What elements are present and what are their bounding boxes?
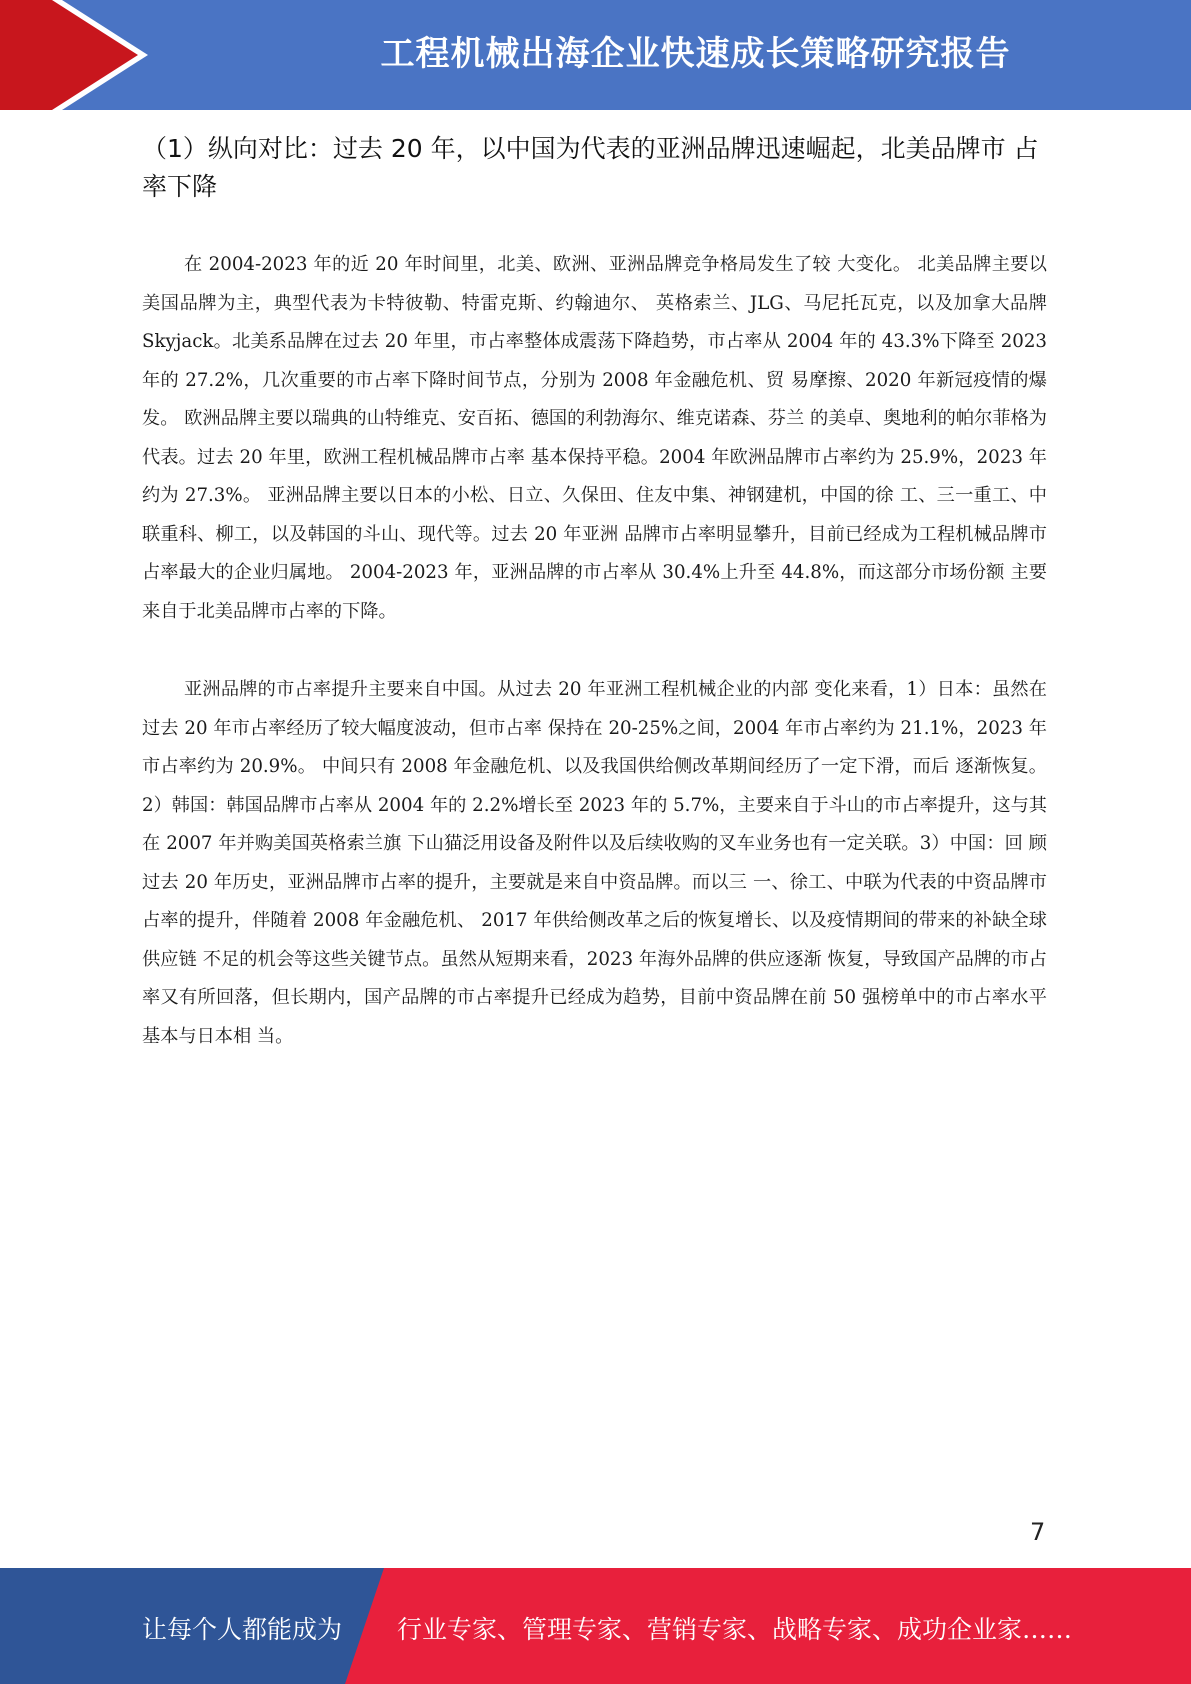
main-content [142, 130, 1047, 1096]
page-footer [0, 1568, 1191, 1684]
body-paragraph-1: 在 2004-2023 年的近 20 年时间里，北美、欧洲、亚洲品牌竞争格局发生了较 大变化。 北美品牌主要以美国品牌为主，典型代表为卡特彼勒、特雷克斯、约翰迪尔、 英格索兰、JLG、马尼托瓦克，以及加拿大品牌 Skyjack。北美系品牌在过去 20 年里，市占率整体成震荡下降趋势，市占率从 2004 年的 43.3%下降至 2023 年的 27.2%，几次重要的市占率下降时间节点，分别为 2008 年金融危机、贸 易摩擦、2020 年新冠疫情的爆发。 欧洲品牌主要以瑞典的山特维克、安百拓、德国的利勃海尔、维克诺森、芬兰 的美卓、奥地利的帕尔菲格为代表。过去 20 年里，欧洲工程机械品牌市占率 基本保持平稳。2004 年欧洲品牌市占率约为 25.9%，2023 年约为 27.3%。 亚洲品牌主要以日本的小松、日立、久保田、住友中集、神钢建机，中国的徐 工、三一重工、中联重科、柳工，以及韩国的斗山、现代等。过去 20 年亚洲 品牌市占率明显攀升，目前已经成为工程机械品牌市占率最大的企业归属地。 2004-2023 年，亚洲品牌的市占率从 30.4%上升至 44.8%，而这部分市场份额 主要来自于北美品牌市占率的下降。 [142, 254, 1047, 622]
section-heading: （1）纵向对比：过去 20 年，以中国为代表的亚洲品牌迅速崛起，北美品牌市 占率下降 [142, 134, 1039, 201]
report-title: 工程机械出海企业快速成长策略研究报告 [380, 34, 1011, 74]
body-paragraph-2: 亚洲品牌的市占率提升主要来自中国。从过去 20 年亚洲工程机械企业的内部 变化来看，1）日本：虽然在过去 20 年市占率经历了较大幅度波动，但市占率 保持在 20-25%之间，2004 年市占率约为 21.1%，2023 年市占率约为 20.9%。 中间只有 2008 年金融危机、以及我国供给侧改革期间经历了一定下滑，而后 逐渐恢复。2）韩国：韩国品牌市占率从 2004 年的 2.2%增长至 2023 年的 5.7%，主要来自于斗山的市占率提升，这与其在 2007 年并购美国英格索兰旗 下山猫泛用设备及附件以及后续收购的叉车业务也有一定关联。3）中国：回 顾过去 20 年历史，亚洲品牌市占率的提升，主要就是来自中资品牌。而以三 一、徐工、中联为代表的中资品牌市占率的提升，伴随着 2008 年金融危机、 2017 年供给侧改革之后的恢复增长、以及疫情期间的带来的补缺全球供应链 不足的机会等这些关键节点。虽然从短期来看，2023 年海外品牌的供应逐渐 恢复，导致国产品牌的市占率又有所回落，但长期内，国产品牌的市占率提升已经成为趋势，目前中资品牌在前 50 强榜单中的市占率水平基本与日本相 当。 [142, 679, 1047, 1047]
footer-slogan-right: 行业专家、管理专家、营销专家、战略专家、成功企业家…… [397, 1615, 1073, 1644]
page-header [0, 0, 1191, 110]
page-number: 7 [1030, 1518, 1046, 1546]
footer-slogan-left: 让每个人都能成为 [142, 1615, 343, 1644]
